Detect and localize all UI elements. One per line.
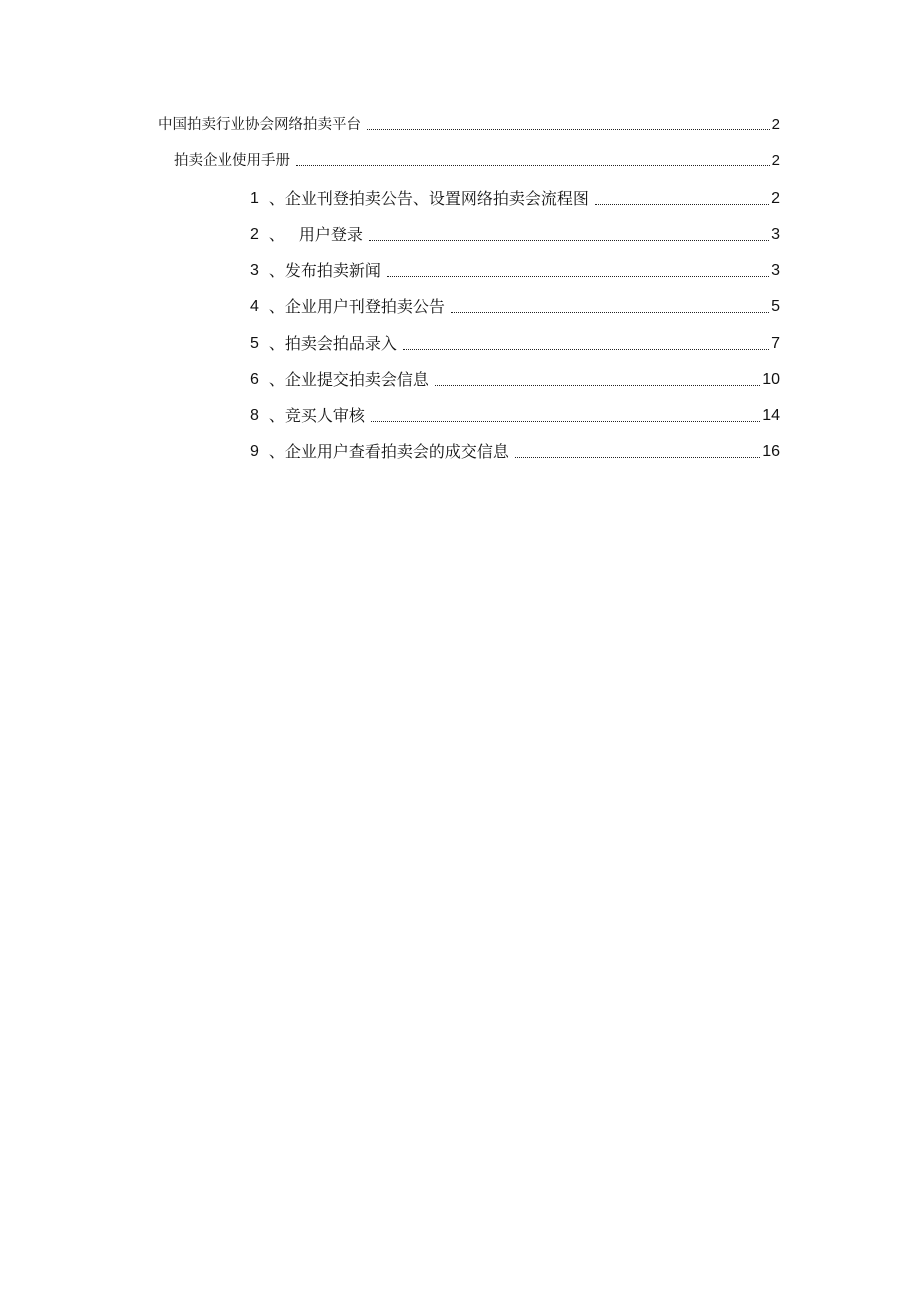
toc-entry-bidder-review[interactable] [250,408,780,424]
toc-entry-title: 企业用户查看拍卖会的成交信息 [284,442,509,461]
toc-entry-submit-info[interactable] [250,372,780,388]
toc-entry-number: 3 [250,262,259,279]
toc-entry-number: 6 [250,371,259,388]
toc-page-number: 2 [771,152,780,169]
toc-entry-separator: 、 [268,406,285,425]
toc-entry-title: 竞买人审核 [284,406,365,425]
toc-dot-leader [451,301,769,315]
toc-entry-title: 企业刊登拍卖公告、设置网络拍卖会流程图 [284,189,589,208]
toc-entry-transaction-info[interactable] [250,444,780,460]
toc-entry-label [250,227,363,243]
toc-entry-lot-entry[interactable] [250,336,780,352]
toc-entry-separator: 、 [268,370,285,389]
toc-dot-leader [403,338,769,352]
toc-page-number: 10 [762,371,780,388]
toc-entry-number: 1 [250,190,259,207]
toc-entry-title: 企业用户刊登拍卖公告 [284,297,445,316]
toc-entry-announcement[interactable] [250,299,780,315]
toc-page-number: 3 [771,262,780,279]
toc-entry-flowchart[interactable] [250,191,780,207]
toc-entry-label [250,372,429,388]
toc-entry-label [250,191,589,207]
toc-dot-leader [387,265,769,279]
toc-dot-leader [595,193,769,207]
toc-entry-separator: 、 [268,297,285,316]
toc-entry-label [250,408,365,424]
toc-entry-number: 4 [250,298,259,315]
toc-page-number: 5 [771,298,780,315]
toc-entry-label [250,299,445,315]
toc-dot-leader [296,154,770,168]
toc-page-number: 7 [771,335,780,352]
toc-dot-leader [371,410,760,424]
toc-dot-leader [435,374,760,388]
toc-entry-number: 5 [250,335,259,352]
toc-entry-title: 中国拍卖行业协会网络拍卖平台 [158,116,361,133]
toc-entry-label [250,263,381,279]
toc-entry-separator: 、 [268,261,285,280]
toc-dot-leader [369,229,769,243]
toc-entry-platform[interactable] [158,117,780,132]
toc-entry-separator: 、 [268,189,285,208]
toc-page-number: 16 [762,443,780,460]
toc-entry-number: 9 [250,443,259,460]
toc-entry-title: 拍卖会拍品录入 [284,334,397,353]
toc-dot-leader [515,446,760,460]
toc-entry-title: 发布拍卖新闻 [284,261,381,280]
toc-entry-title: 拍卖企业使用手册 [174,152,290,169]
toc-entry-label [250,336,397,352]
toc-entry-separator: 、 [268,225,285,244]
toc-entry-label [250,444,509,460]
toc-entry-number: 8 [250,407,259,424]
toc-page-number: 2 [771,190,780,207]
toc-entry-manual[interactable] [174,153,780,168]
toc-entry-login[interactable] [250,227,780,243]
toc-entry-news[interactable] [250,263,780,279]
toc-entry-title: 用户登录 [298,225,363,244]
toc-entry-number: 2 [250,226,259,243]
toc-page-number: 14 [762,407,780,424]
toc-entry-separator: 、 [268,442,285,461]
toc-dot-leader [367,118,770,132]
toc-page-number: 2 [771,116,780,133]
toc-page-number: 3 [771,226,780,243]
toc-entry-title: 企业提交拍卖会信息 [284,370,429,389]
toc-entry-separator: 、 [268,334,285,353]
